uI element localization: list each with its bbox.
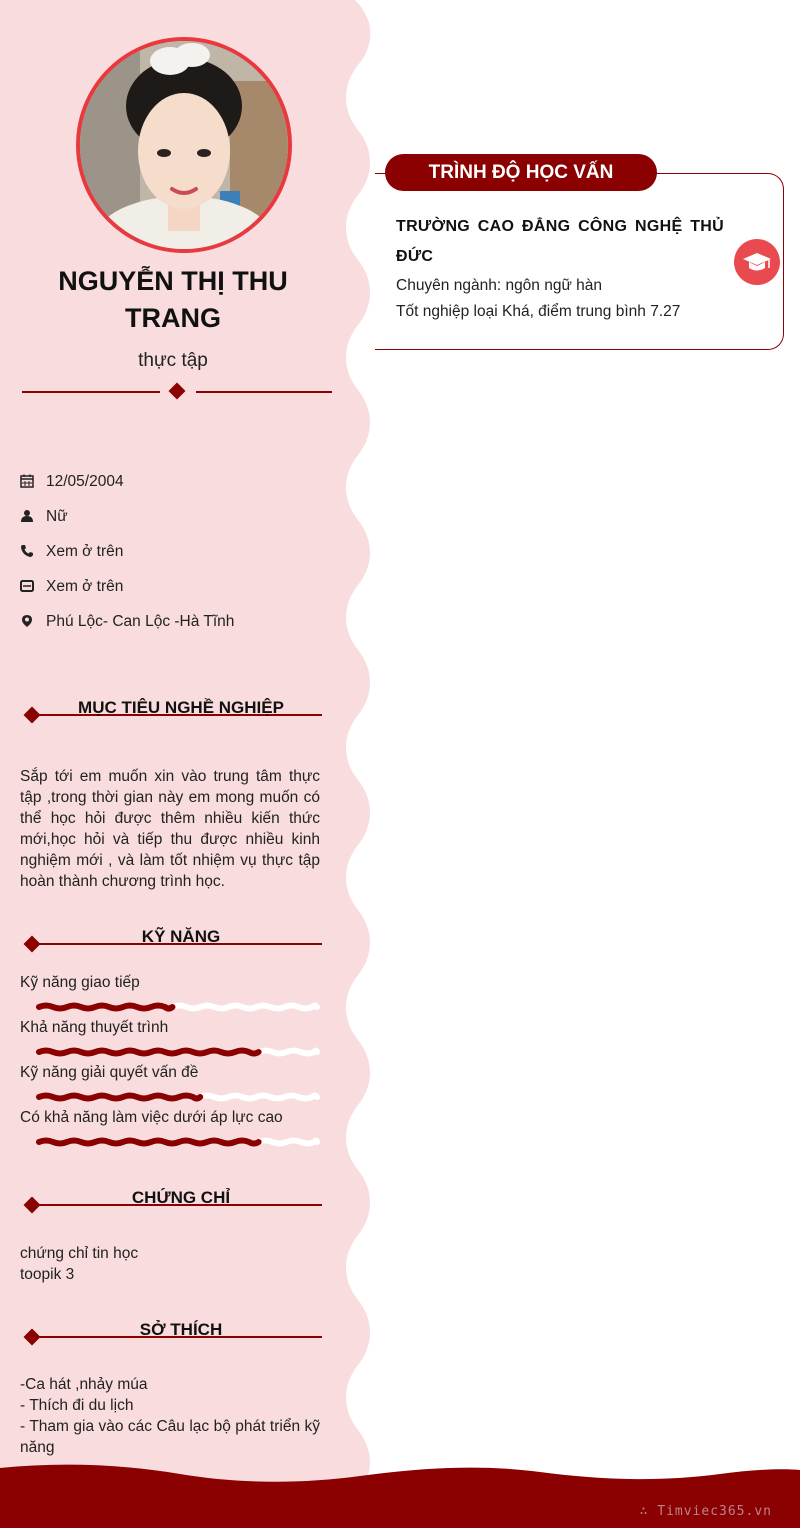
skill-bar — [35, 1001, 321, 1013]
certificates-list — [20, 1243, 320, 1285]
skill-bar-track — [172, 1006, 317, 1009]
skill-bar — [35, 1046, 321, 1058]
education-school: TRƯỜNG CAO ĐẲNG CÔNG NGHỆ THỦ ĐỨC — [396, 218, 724, 265]
objective-text: Sắp tới em muốn xin vào trung tâm thực tập ,trong thời gian này em mong muốn có thể học hỏi được thêm nhiều kiến thức mới,học hỏi và tiếp thu được nhiều kinh nghiệm mới , và làm tốt nhiệm vụ thực tập hoàn thành chương trình học. — [20, 768, 320, 890]
skills-heading — [20, 927, 322, 957]
skill-bar — [35, 1091, 321, 1103]
education-title: TRÌNH ĐỘ HỌC VẤN — [385, 154, 657, 191]
skill-name: Kỹ năng giao tiếp — [20, 974, 140, 991]
birthday-text: 12/05/2004 — [46, 473, 124, 490]
skill-name: Khả năng thuyết trình — [20, 1019, 169, 1036]
mail-icon — [20, 579, 34, 593]
email-text: Xem ở trên — [46, 578, 124, 595]
skill-bar-track — [259, 1141, 317, 1144]
hobby-item: - Tham gia vào các Câu lạc bộ phát triển kỹ năng — [20, 1418, 320, 1456]
hobbies-title: SỞ THÍCH — [139, 1320, 223, 1339]
certificates-heading — [20, 1188, 322, 1218]
objective-heading — [20, 698, 322, 728]
hobbies-heading — [20, 1320, 322, 1350]
objective-title: MỤC TIÊU NGHỀ NGHIỆP — [78, 698, 284, 717]
skill-bar-fill — [39, 1006, 172, 1009]
watermark: ∴ Timviec365.vn — [639, 1504, 772, 1519]
skill-name: Có khả năng làm việc dưới áp lực cao — [20, 1109, 283, 1126]
phone-icon — [20, 544, 34, 558]
position-title: thực tập — [138, 350, 208, 371]
skill-bar-fill — [39, 1096, 200, 1099]
map-pin-icon — [20, 614, 34, 628]
certificate-item: toopik 3 — [20, 1266, 75, 1283]
calendar-icon — [20, 474, 34, 488]
hobby-item: -Ca hát ,nhảy múa — [20, 1376, 148, 1393]
address-text: Phú Lộc- Can Lộc -Hà Tĩnh — [46, 613, 235, 630]
contact-address — [20, 612, 234, 632]
skill-bar-fill — [39, 1141, 259, 1144]
name-line-2: TRANG — [125, 303, 221, 333]
gender-text: Nữ — [46, 508, 68, 525]
contact-email — [20, 577, 123, 597]
skill-name: Kỹ năng giải quyết vấn đề — [20, 1064, 199, 1081]
skill-bar — [35, 1136, 321, 1148]
skill-bar-track — [259, 1051, 317, 1054]
contact-gender — [20, 507, 68, 527]
skill-bar-fill — [39, 1051, 259, 1054]
contact-birthday — [20, 472, 124, 492]
name-line-1: NGUYỄN THỊ THU — [58, 266, 288, 296]
certificates-title: CHỨNG CHỈ — [131, 1188, 231, 1207]
user-icon — [20, 509, 34, 523]
avatar — [76, 37, 292, 253]
contact-phone — [20, 542, 123, 562]
hobby-item: - Thích đi du lịch — [20, 1397, 134, 1414]
graduation-cap-icon — [734, 239, 780, 285]
skill-bar-track — [200, 1096, 317, 1099]
name-divider — [22, 382, 332, 402]
hobbies-list — [20, 1374, 320, 1458]
avatar-photo — [80, 41, 288, 249]
phone-text: Xem ở trên — [46, 543, 124, 560]
certificate-item: chứng chỉ tin học — [20, 1245, 139, 1262]
education-major: Chuyên ngành: ngôn ngữ hàn — [396, 277, 603, 294]
skills-title: KỸ NĂNG — [141, 927, 221, 946]
education-result: Tốt nghiệp loại Khá, điểm trung bình 7.27 — [396, 303, 681, 320]
candidate-name — [20, 263, 326, 337]
